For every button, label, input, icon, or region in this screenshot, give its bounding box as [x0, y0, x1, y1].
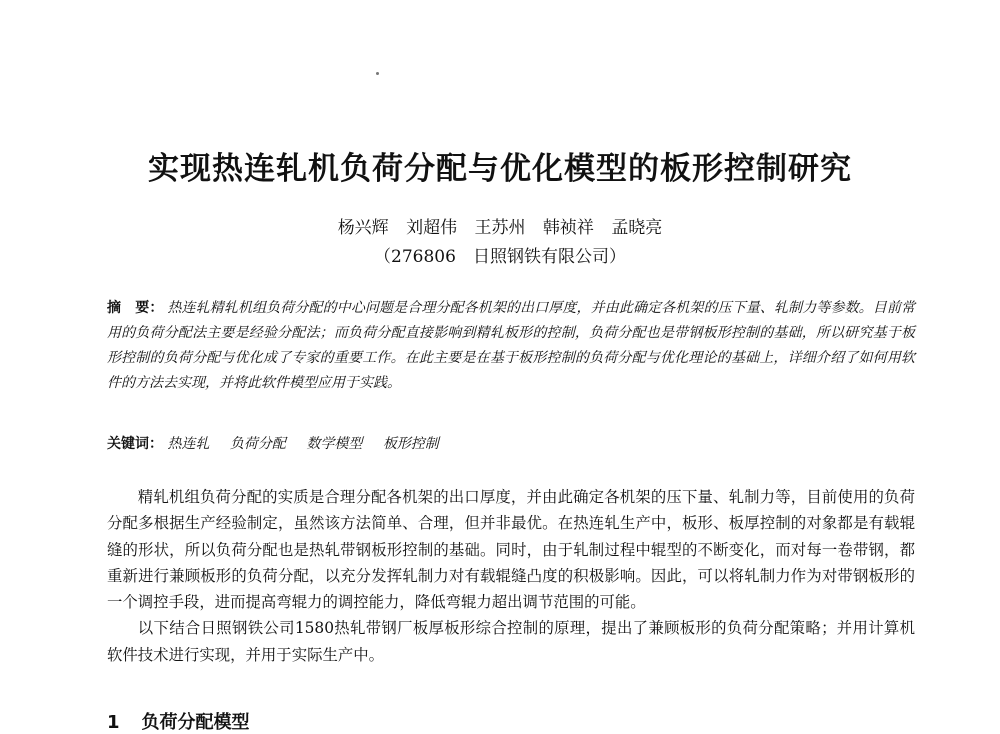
author-name: 王苏州 [474, 218, 526, 238]
body-paragraph: 精轧机组负荷分配的实质是合理分配各机架的出口厚度，并由此确定各机架的压下量、轧制力等，目前使用的负荷分配多根据生产经验制定，虽然该方法简单、合理，但并非最优。在热连轧生产中，板形、板厚控制的对象都是有载辊缝的形状，所以负荷分配也是热轧带钢板形控制的基础。同时，由于轧制过程中辊型的不断变化，而对每一卷带钢，都重新进行兼顾板形的负荷分配，以充分发挥轧制力对有载辊缝凸度的积极影响。因此，可以将轧制力作为对带钢板形的一个调控手段，进而提高弯辊力的调控能力，降低弯辊力超出调节范围的可能。 [107, 488, 915, 612]
keywords [107, 432, 915, 457]
section-heading [107, 708, 915, 734]
keyword: 负荷分配 [229, 436, 286, 452]
author-name: 杨兴辉 [337, 218, 389, 238]
section-title: 负荷分配模型 [141, 712, 250, 733]
keyword: 板形控制 [382, 436, 439, 452]
keyword: 数学模型 [306, 436, 363, 452]
keyword: 热连轧 [167, 436, 210, 452]
abstract [107, 296, 915, 396]
abstract-text: 热连轧精轧机组负荷分配的中心问题是合理分配各机架的出口厚度，并由此确定各机架的压下量、轧制力等参数。目前常用的负荷分配法主要是经验分配法；而负荷分配直接影响到精轧板形的控制，负荷分配也是带钢板形控制的基础，所以研究基于板形控制的负荷分配与优化成了专家的重要工作。在此主要是在基于板形控制的负荷分配与优化理论的基础上，详细介绍了如何用软件的方法去实现，并将此软件模型应用于实践。 [107, 300, 916, 391]
affiliation: （276806 日照钢铁有限公司） [374, 247, 626, 267]
author-name: 刘超伟 [406, 218, 458, 238]
author-name: 孟晓亮 [611, 218, 663, 238]
body-text [107, 484, 915, 668]
author-name: 韩祯祥 [542, 218, 594, 238]
keywords-label: 关键词： [107, 436, 163, 452]
paper-title: 实现热连轧机负荷分配与优化模型的板形控制研究 [148, 151, 852, 187]
body-paragraph: 以下结合日照钢铁公司1580热轧带钢厂板厚板形综合控制的原理，提出了兼顾板形的负荷分配策略；并用计算机软件技术进行实现，并用于实际生产中。 [107, 619, 915, 664]
author-list [0, 213, 1000, 238]
scan-speck [376, 72, 379, 75]
abstract-label: 摘 要： [107, 300, 164, 316]
section-number: 1 [107, 712, 120, 733]
